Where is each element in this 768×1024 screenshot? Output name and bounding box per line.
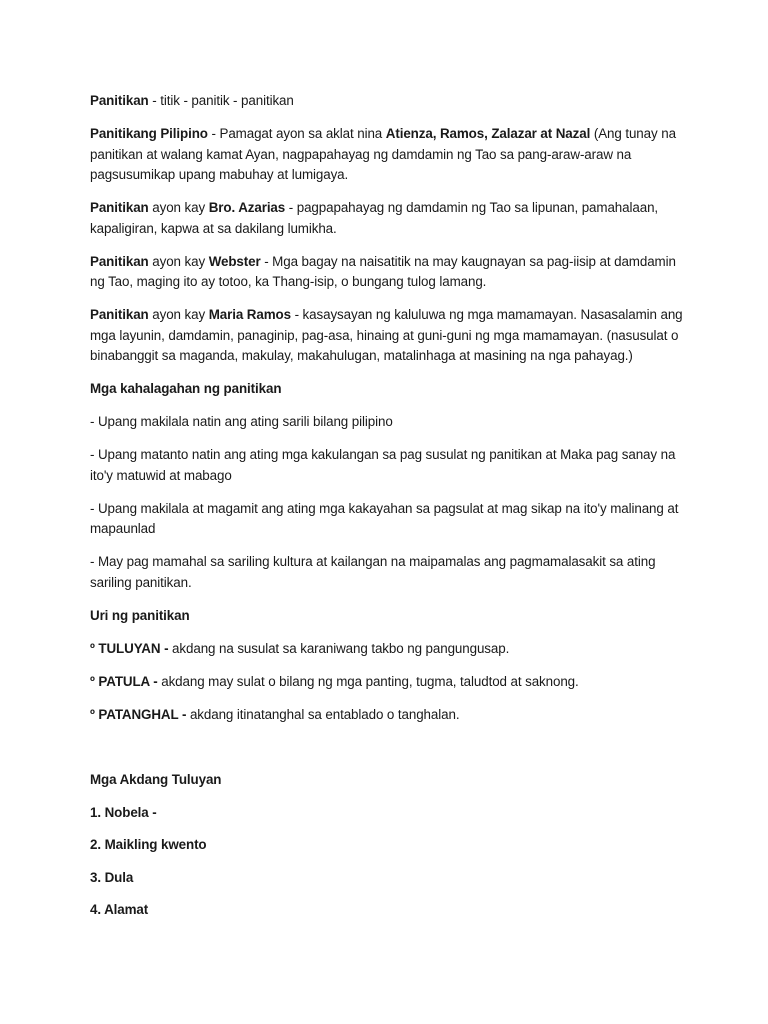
term: º TULUYAN - xyxy=(90,640,169,656)
uri-item-patanghal xyxy=(90,705,690,726)
term: Panitikang Pilipino xyxy=(90,126,208,141)
list-item: - Upang matanto natin ang ating mga kakulangan sa pag susulat ng panitikan at Maka pag sanay na ito'y matuwid at mabago xyxy=(90,447,676,483)
numbered-item xyxy=(90,803,690,824)
definition-text: ayon kay xyxy=(148,200,209,215)
term: Panitikan xyxy=(90,93,149,108)
definition-text: ayon kay xyxy=(148,253,209,269)
item-text: 2. Maikling kwento xyxy=(90,837,207,852)
definition-text: - Mga bagay na naisatitik na may kaugnayan sa pag-iisip at damdamin ng Tao, maging ito ay totoo, ka Thang-isip, o bungang tulog lamang. xyxy=(90,253,676,289)
heading-text: Mga Akdang Tuluyan xyxy=(90,772,222,787)
definition-text: ayon kay xyxy=(148,307,209,322)
heading-text: Mga kahalagahan ng panitikan xyxy=(90,381,282,396)
definition-text: - titik - panitik - panitikan xyxy=(148,93,294,108)
definition-text: (Ang tunay na panitikan at walang kamat Ayan, nagpapahayag ng damdamin ng Tao sa pang-araw-araw na pagsusumikap upang mabuhay at lumigaya. xyxy=(90,126,676,182)
definition-text: - Pamagat ayon sa aklat nina xyxy=(207,126,386,141)
definition-text: akdang na susulat sa karaniwang takbo ng pangungusap. xyxy=(168,640,510,656)
definition-text: - kasaysayan ng kaluluwa ng mga mamamayan. Nasasalamin ang mga layunin, damdamin, panaginip, pag-asa, hinaing at guni-guni ng mga mamamayan. (nasusulat o binabanggit sa maganda, makulay, makahulugan, matalinhaga at masining na nga pahayag.) xyxy=(90,307,683,363)
definition-text: akdang may sulat o bilang ng mga panting, tugma, taludtod at saknong. xyxy=(157,673,579,689)
author: Maria Ramos xyxy=(208,307,291,322)
numbered-item xyxy=(90,868,690,889)
heading-text: Uri ng panitikan xyxy=(90,607,190,623)
item-text: 3. Dula xyxy=(90,869,134,885)
term: Panitikan xyxy=(90,253,149,269)
document-body xyxy=(90,91,690,933)
author: Webster xyxy=(208,253,261,269)
definition-text: akdang itinatanghal sa entablado o tanghalan. xyxy=(186,706,460,722)
author: Bro. Azarias xyxy=(208,200,286,215)
authors: Atienza, Ramos, Zalazar at Nazal xyxy=(385,126,591,141)
item-text: 1. Nobela - xyxy=(90,804,157,820)
uri-item-patula xyxy=(90,672,690,693)
definition-text: - pagpapahayag ng damdamin ng Tao sa lipunan, pamahalaan, kapaligiran, kapwa at sa dakilang lumikha. xyxy=(90,200,659,236)
term: Panitikan xyxy=(90,307,149,322)
item-text: 4. Alamat xyxy=(90,902,149,917)
uri-item-tuluyan xyxy=(90,639,690,660)
definition-azarias xyxy=(90,198,690,239)
numbered-item xyxy=(90,900,690,921)
numbered-item xyxy=(90,835,690,856)
section-heading-tuluyan xyxy=(90,770,690,791)
section-heading-kahalagahan xyxy=(90,379,690,400)
definition-maria-ramos xyxy=(90,305,690,367)
definition-webster xyxy=(90,252,690,293)
list-item: - Upang makilala at magamit ang ating mga kakayahan sa pagsulat at mag sikap na ito'y malinang at mapaunlad xyxy=(90,500,679,536)
definition-panitikang-pilipino xyxy=(90,124,690,186)
term: º PATANGHAL - xyxy=(90,706,187,722)
list-item: - May pag mamahal sa sariling kultura at kailangan na maipamalas ang pagmamalasakit sa ating sariling panitikan. xyxy=(90,554,656,590)
definition-panitikan xyxy=(90,91,690,112)
term: º PATULA - xyxy=(90,673,158,689)
section-heading-uri xyxy=(90,606,690,627)
term: Panitikan xyxy=(90,200,149,215)
list-item: - Upang makilala natin ang ating sarili bilang pilipino xyxy=(90,414,393,429)
